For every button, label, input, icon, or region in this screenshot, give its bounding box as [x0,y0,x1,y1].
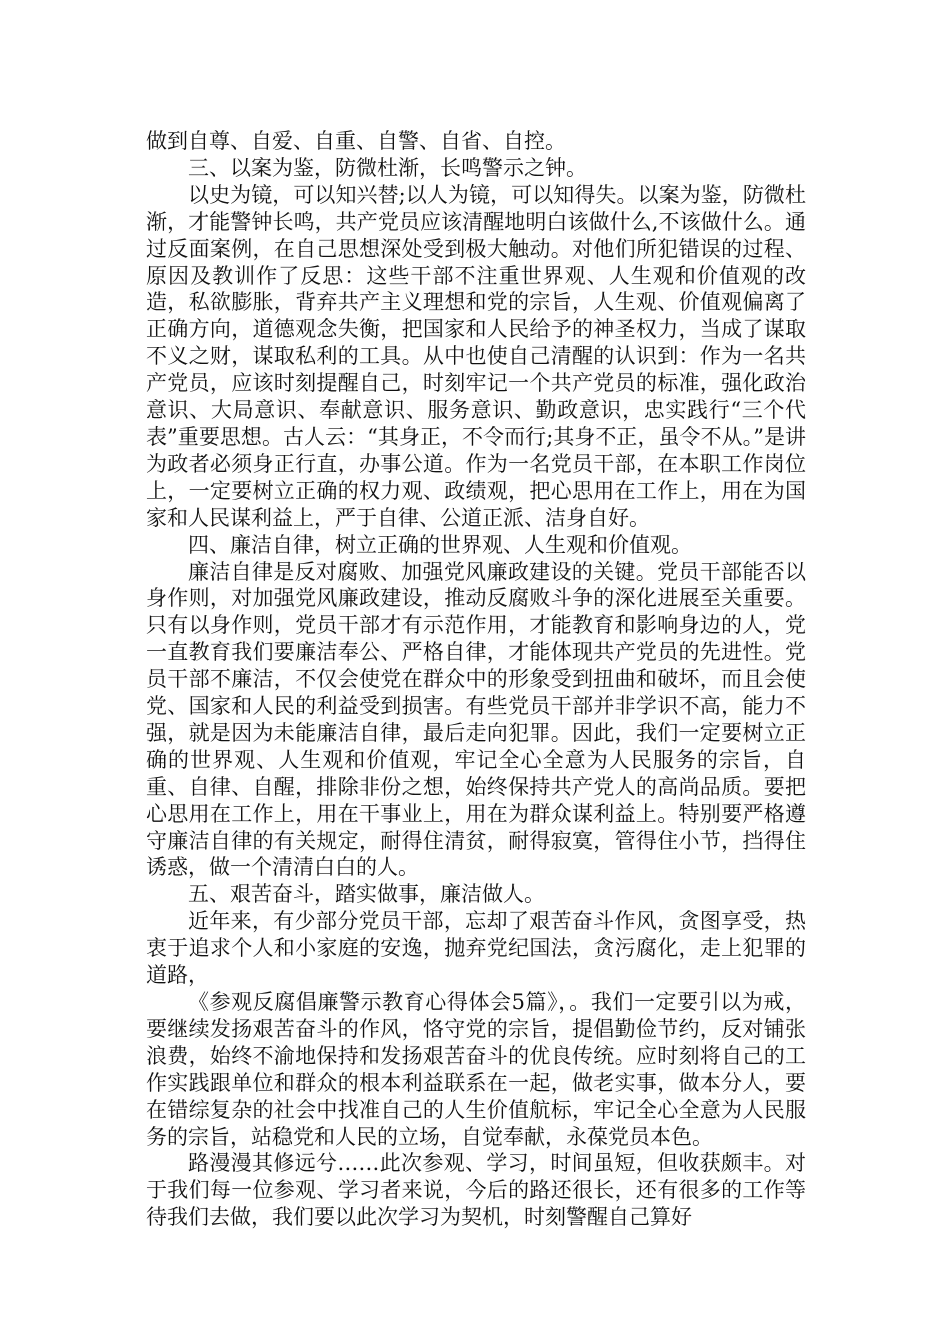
paragraph-closing: 路漫漫其修远兮……此次参观、学习，时间虽短，但收获颇丰。对于我们每一位参观、学习者来说，今后的路还很长，还有很多的工作等待我们去做，我们要以此次学习为契机，时刻警醒自己算好 [146,1151,806,1230]
document-body [146,128,806,1231]
paragraph-5-continued: 《参观反腐倡廉警示教育心得体会5篇》，。我们一定要引以为戒，要继续发扬艰苦奋斗的作风，恪守党的宗旨，提倡勤俭节约，反对铺张浪费，始终不渝地保持和发扬艰苦奋斗的优良传统。应时刻将自己的工作实践跟单位和群众的根本利益联系在一起，做老实事，做本分人，要在错综复杂的社会中找准自己的人生价值航标，牢记全心全意为人民服务的宗旨，站稳党和人民的立场，自觉奉献，永葆党员本色。 [146,990,806,1149]
section-heading-5: 五、艰苦奋斗，踏实做事，廉洁做人。 [188,882,545,907]
paragraph-4-body: 廉洁自律是反对腐败、加强党风廉政建设的关键。党员干部能否以身作则，对加强党风廉政建设，推动反腐败斗争的深化进展至关重要。只有以身作则，党员干部才有示范作用，才能教育和影响身边的人，党一直教育我们要廉洁奉公、严格自律，才能体现共产党员的先进性。党员干部不廉洁，不仅会使党在群众中的形象受到扭曲和破坏，而且会使党、国家和人民的利益受到损害。有些党员干部并非学识不高，能力不强，就是因为未能廉洁自律，最后走向犯罪。因此，我们一定要树立正确的世界观、人生观和价值观，牢记全心全意为人民服务的宗旨，自重、自律、自醒，排除非份之想，始终保持共产党人的高尚品质。要把心思用在工作上，用在干事业上，用在为群众谋利益上。特别要严格遵守廉洁自律的有关规定，耐得住清贫，耐得寂寞，管得住小节，挡得住诱惑，做一个清清白白的人。 [146,559,806,880]
section-heading-3: 三、以案为鉴，防微杜渐，长鸣警示之钟。 [188,155,587,180]
paragraph-continuation: 做到自尊、自爱、自重、自警、自省、自控。 [146,129,566,153]
paragraph-5-body: 近年来，有少部分党员干部，忘却了艰苦奋斗作风，贪图享受，热衷于追求个人和小家庭的安逸，抛弃党纪国法，贪污腐化，走上犯罪的道路， [146,909,806,988]
paragraph-3-body: 以史为镜，可以知兴替;以人为镜，可以知得失。以案为鉴，防微杜渐，才能警钟长鸣，共产党员应该清醒地明白该做什么,不该做什么。通过反面案例，在自己思想深处受到极大触动。对他们所犯错误的过程、原因及教训作了反思：这些干部不注重世界观、人生观和价值观的改造，私欲膨胀，背弃共产主义理想和党的宗旨，人生观、价值观偏离了正确方向，道德观念失衡，把国家和人民给予的神圣权力，当成了谋取不义之财，谋取私利的工具。从中也使自己清醒的认识到：作为一名共产党员，应该时刻提醒自己，时刻牢记一个共产党员的标准，强化政治意识、大局意识、奉献意识、服务意识、勤政意识，忠实践行“三个代表”重要思想。古人云：“其身正，不令而行;其身不正，虽令不从。”是讲为政者必须身正行直，办事公道。作为一名党员干部，在本职工作岗位上，一定要树立正确的权力观、政绩观，把心思用在工作上，用在为国家和人民谋利益上，严于自律、公道正派、洁身自好。 [146,182,806,530]
section-heading-4: 四、廉洁自律，树立正确的世界观、人生观和价值观。 [188,532,692,557]
